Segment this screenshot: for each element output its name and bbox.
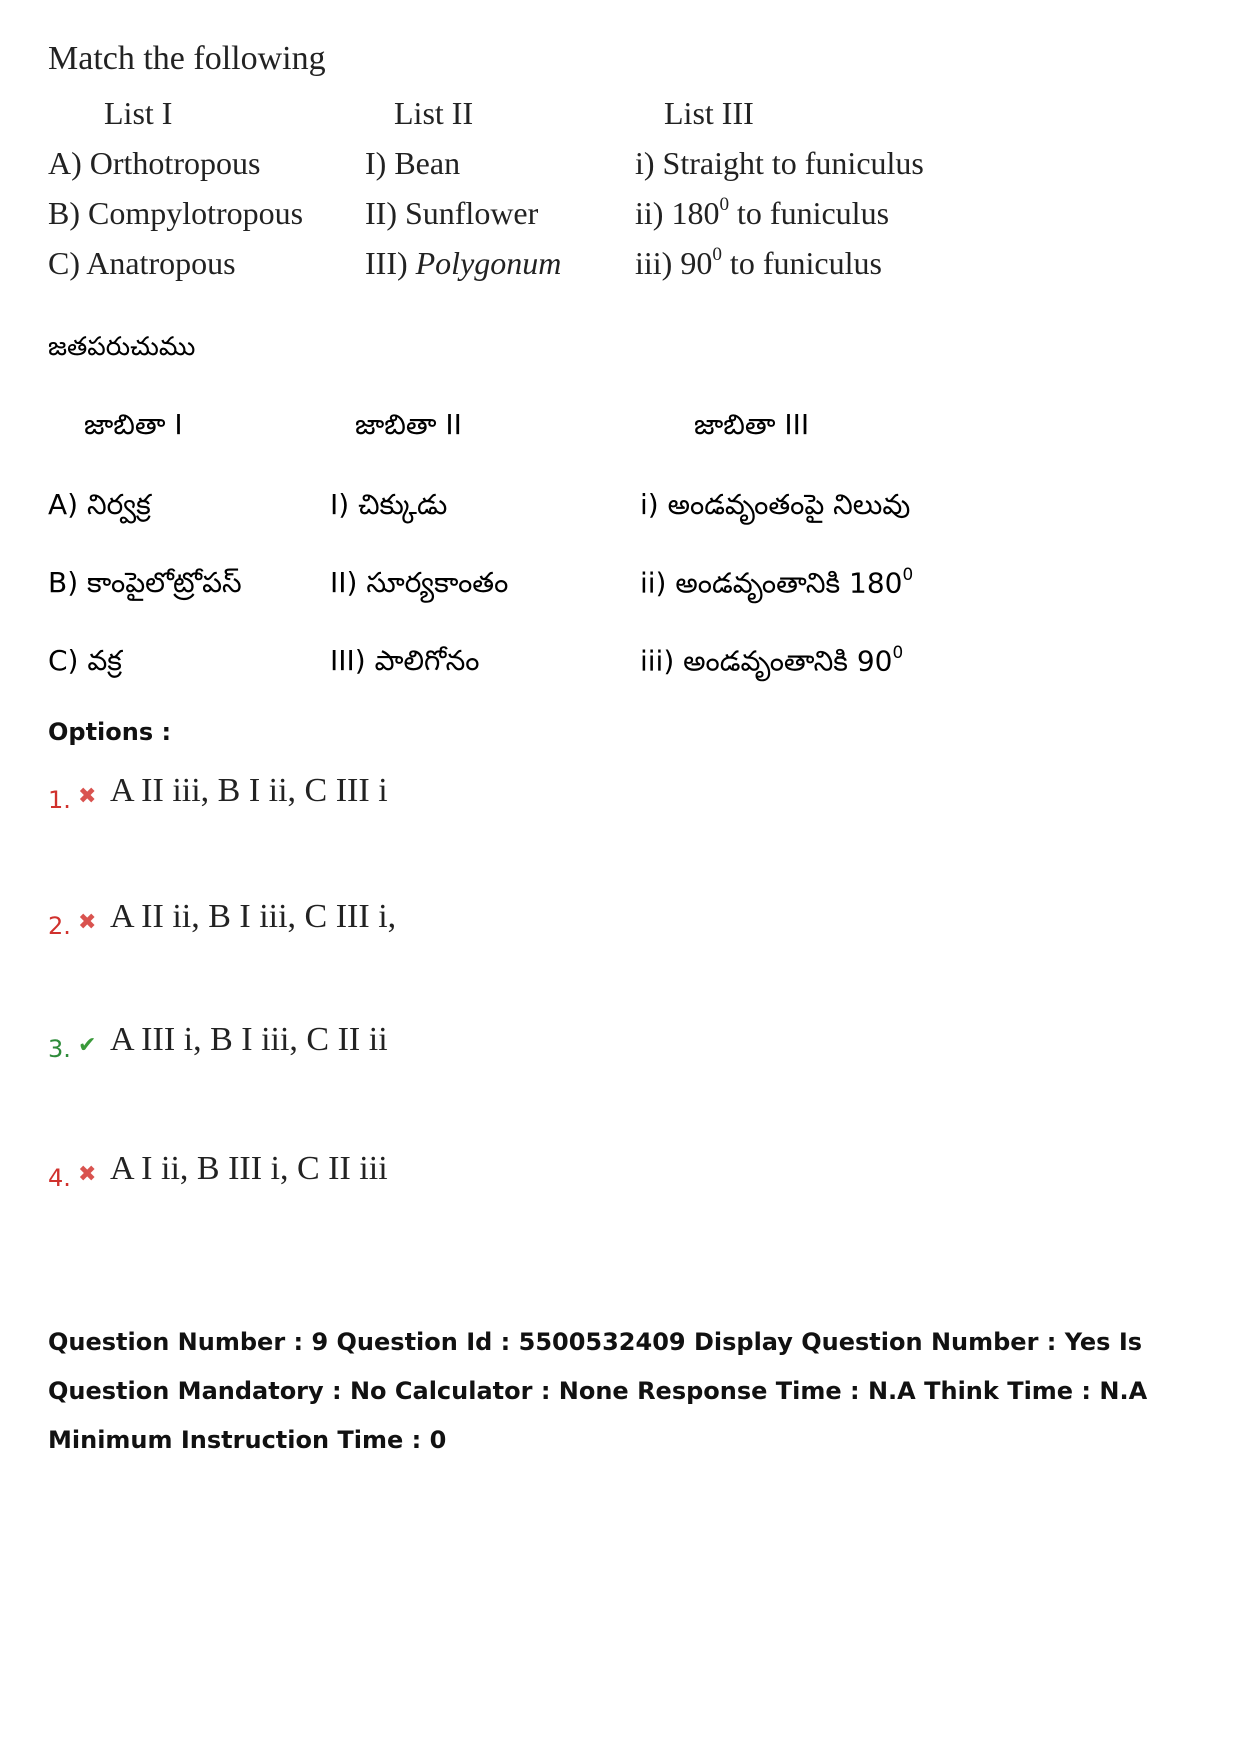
telugu-list-i-item-c: C) వక్ర [48,644,122,677]
telugu-list-iii-item-i: i) అండవృంతంపై నిలువు [640,488,911,521]
option-number: 2. [48,912,71,940]
cross-icon: ✖ [78,784,97,809]
list-ii-item-i: I) Bean [365,145,461,181]
telugu-list-iii-item-iii: iii) అండవృంతానికి $90^0$ [640,642,904,678]
option-4[interactable] [48,1150,648,1200]
telugu-list-ii-header: జాబితా II [355,408,462,441]
option-number: 3. [48,1035,71,1063]
list-iii-item-i: i) Straight to funiculus [635,145,924,181]
list-i-item-a: A) Orthotropous [48,145,261,181]
option-text: A III i, B I iii, C II ii [110,1021,388,1058]
list-iii-item-ii: ii) $180^0$ to funiculus [635,194,890,231]
telugu-title: జతపరుచుము [48,332,196,362]
telugu-list-ii-item-ii: II) సూర్యకాంతం [330,566,509,599]
list-ii-header: List II [394,95,474,131]
option-text: A II ii, B I iii, C III i, [110,898,397,935]
question-title: Match the following [48,40,326,77]
list-ii-item-ii: II) Sunflower [365,195,539,231]
list-iii-item-iii: iii) $90^0$ to funiculus [635,244,882,281]
telugu-list-ii-item-iii: III) పాలిగోనం [330,644,480,677]
option-number: 4. [48,1164,71,1192]
telugu-list-i-item-a: A) నిర్వక్ర [48,488,151,521]
list-iii-header: List III [664,95,754,131]
telugu-list-ii-item-i: I) చిక్కుడు [330,488,448,521]
list-i-item-b: B) Compylotropous [48,195,304,231]
telugu-list-i-item-b: B) కాంపైలోట్రోపస్ [48,566,242,599]
check-icon: ✔ [78,1033,97,1058]
telugu-list-iii-item-ii: ii) అండవృంతానికి $180^0$ [640,564,914,600]
option-2[interactable] [48,898,648,948]
option-text: A II iii, B I ii, C III i [110,772,388,809]
telugu-list-iii-header: జాబితా III [694,408,810,441]
list-i-item-c: C) Anatropous [48,245,236,281]
option-text: A I ii, B III i, C II iii [110,1150,388,1187]
cross-icon: ✖ [78,1162,97,1187]
list-i-header: List I [104,95,173,131]
list-ii-item-iii: III) Polygonum [365,245,562,281]
option-number: 1. [48,786,71,814]
option-3[interactable] [48,1021,648,1071]
option-1[interactable] [48,772,648,822]
question-meta: Question Number : 9 Question Id : 5500532409 Display Question Number : Yes Is Question Mandatory : No Calculator : None Response Time : N.A Think Time : N.A Minimum Instruction Time : 0 [48,1328,1148,1454]
telugu-list-i-header: జాబితా I [84,408,183,441]
options-label: Options : [48,718,172,746]
cross-icon: ✖ [78,910,97,935]
